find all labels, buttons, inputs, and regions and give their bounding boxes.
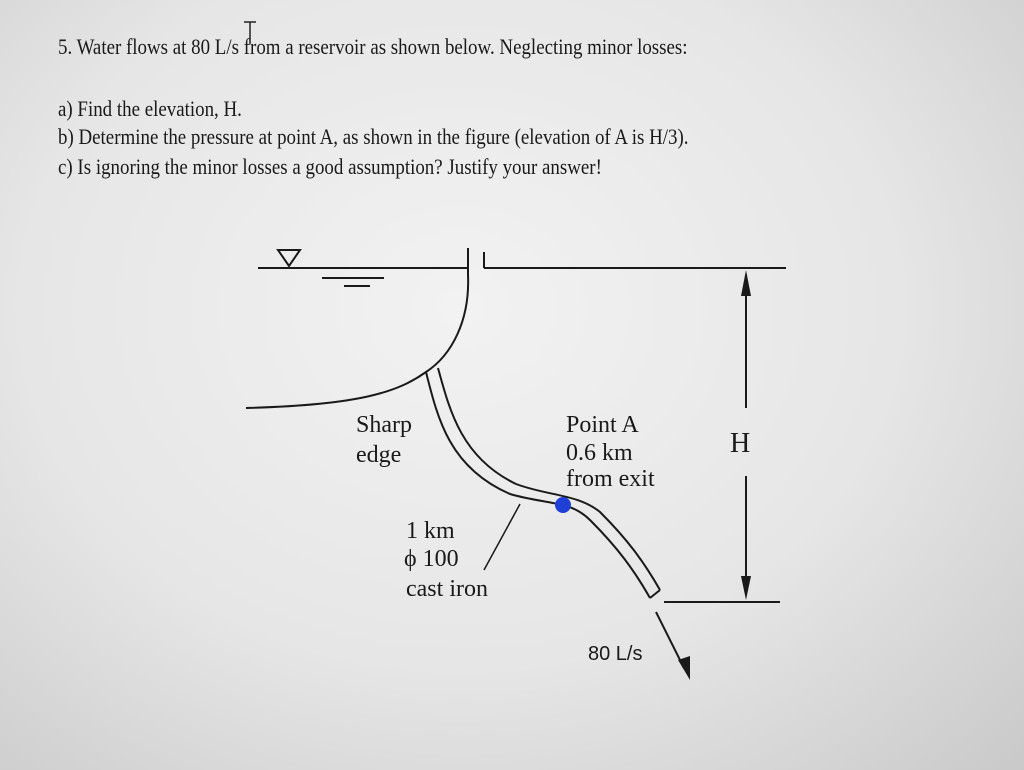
handwritten-mark <box>244 22 256 44</box>
water-surface-symbol-icon <box>278 250 300 266</box>
question-a: a) Find the elevation, H. <box>58 96 242 121</box>
point-a-label-line1: Point A <box>566 412 639 438</box>
pipe-label-line3: cast iron <box>406 576 488 602</box>
flow-arrow-icon <box>678 656 690 680</box>
pipe-label-leader <box>484 504 520 570</box>
point-a-label-line2: 0.6 km <box>566 440 633 466</box>
pipe-label-line2: ϕ 100 <box>404 546 459 572</box>
pipe-exit-cap <box>650 590 660 598</box>
entrance-label-line1: Sharp <box>356 412 412 438</box>
question-c: c) Is ignoring the minor losses a good assumption? Justify your answer! <box>58 154 602 179</box>
point-a-marker <box>555 497 571 513</box>
flow-rate-label: 80 L/s <box>588 643 643 665</box>
question-b: b) Determine the pressure at point A, as shown in the figure (elevation of A is H/3). <box>58 124 689 149</box>
h-arrow-up-icon <box>741 270 751 296</box>
h-arrow-down-icon <box>741 576 751 600</box>
pipe-label-line1: 1 km <box>406 518 455 544</box>
reservoir-boundary <box>246 275 468 408</box>
point-a-label-line3: from exit <box>566 466 655 492</box>
entrance-label-line2: edge <box>356 442 402 468</box>
height-label: H <box>730 428 751 459</box>
problem-intro: 5. Water flows at 80 L/s from a reservoir as shown below. Neglecting minor losses: <box>58 34 688 59</box>
